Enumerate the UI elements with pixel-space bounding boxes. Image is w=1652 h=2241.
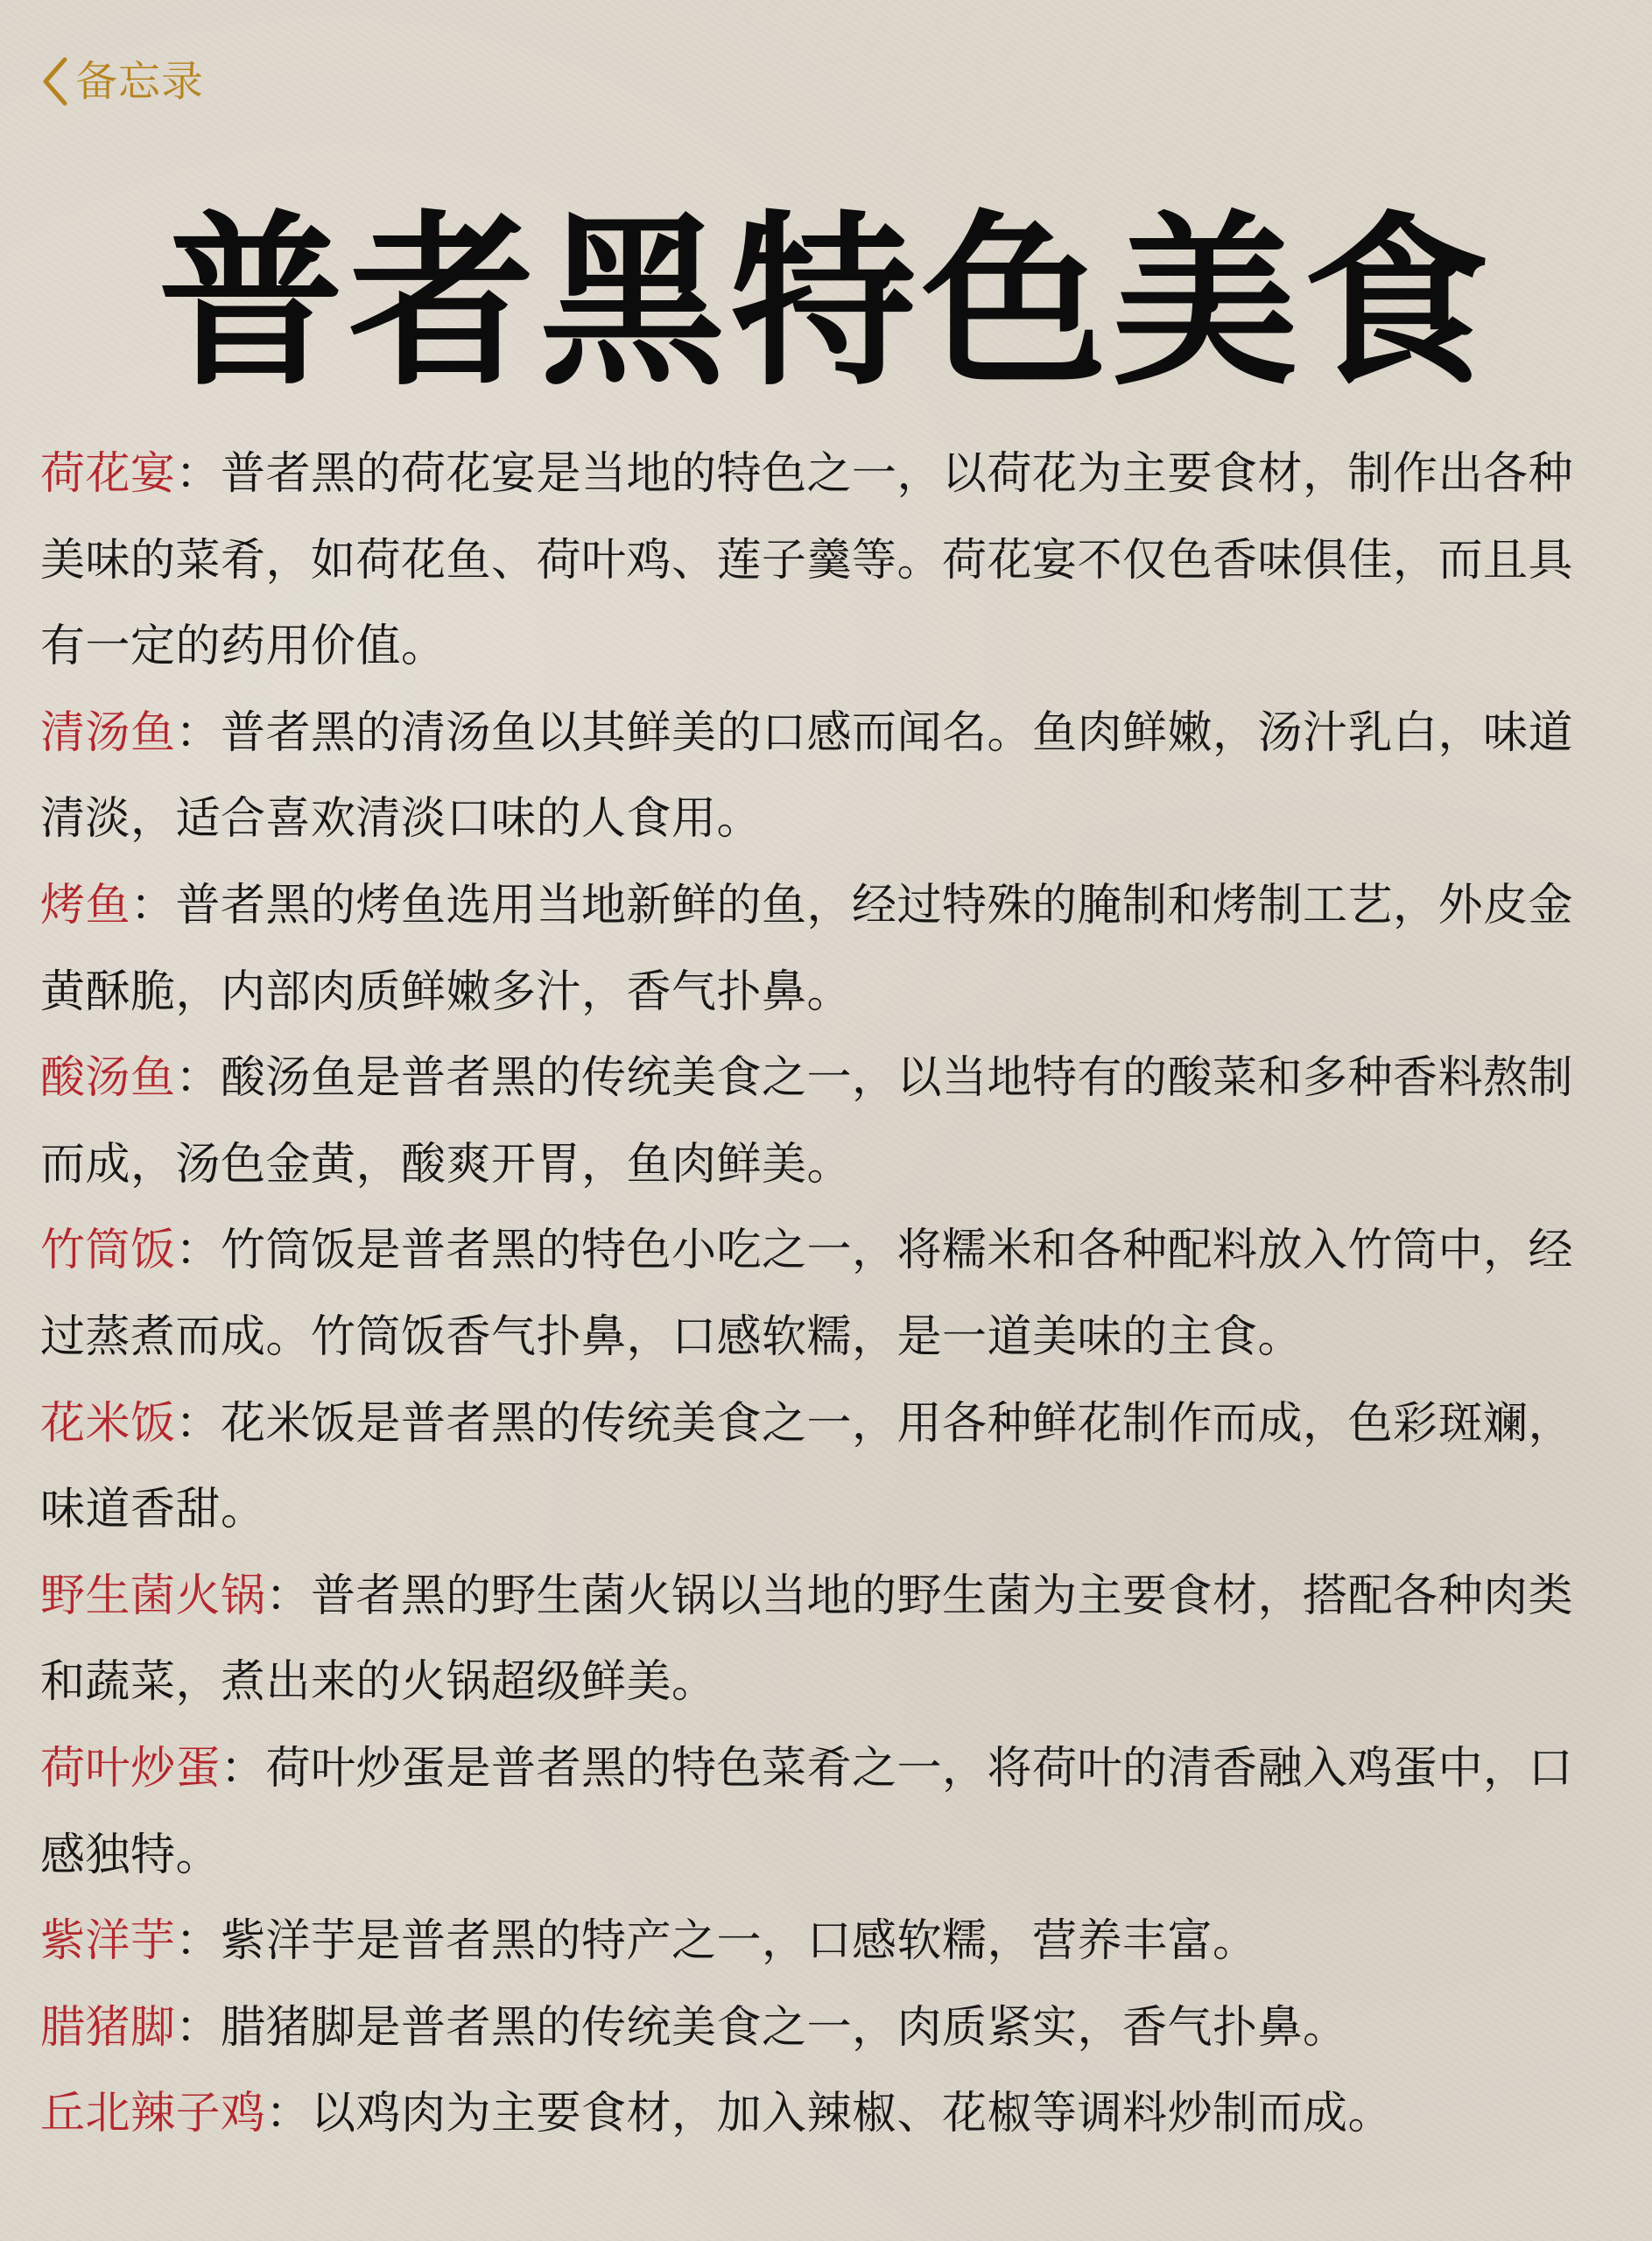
- food-item-text: ：普者黑的野生菌火锅以当地的野生菌为主要食材，搭配各种肉类和蔬菜，煮出来的火锅超级鲜美。: [40, 1570, 1574, 1709]
- food-item-name: 酸汤鱼: [40, 1052, 176, 1105]
- food-item-name: 清汤鱼: [40, 706, 176, 759]
- food-item-text: ：普者黑的荷花宴是当地的特色之一，以荷花为主要食材，制作出各种美味的菜肴，如荷花鱼、荷叶鸡、莲子羹等。荷花宴不仅色香味俱佳，而且具有一定的药用价值。: [40, 448, 1574, 673]
- food-item-text: ：紫洋芋是普者黑的特产之一，口感软糯，营养丰富。: [175, 1915, 1258, 1968]
- food-item: [40, 863, 1616, 1036]
- chevron-left-icon: [39, 54, 70, 109]
- food-item-text: ：普者黑的烤鱼选用当地新鲜的鱼，经过特殊的腌制和烤制工艺，外皮金黄酥脆，内部肉质鲜嫩多汁，香气扑鼻。: [40, 879, 1574, 1018]
- food-item: [40, 1899, 1616, 1985]
- food-item-text: ：以鸡肉为主要食材，加入辣椒、花椒等调料炒制而成。: [265, 2088, 1394, 2140]
- food-item-text: ：花米饭是普者黑的传统美食之一，用各种鲜花制作而成，色彩斑斓，味道香甜。: [40, 1397, 1574, 1536]
- food-list: [40, 432, 1616, 2158]
- food-item-text: ：荷叶炒蛋是普者黑的特色菜肴之一，将荷叶的清香融入鸡蛋中，口感独特。: [40, 1742, 1574, 1881]
- food-item-name: 丘北辣子鸡: [40, 2088, 266, 2140]
- food-item: [40, 1036, 1616, 1208]
- back-button[interactable]: [39, 51, 204, 112]
- food-item: [40, 1985, 1616, 2072]
- food-item: [40, 1726, 1616, 1899]
- food-item: [40, 691, 1616, 863]
- food-item: [40, 2071, 1616, 2158]
- food-item: [40, 1208, 1616, 1380]
- food-item-name: 紫洋芋: [40, 1915, 176, 1968]
- food-item-text: ：竹筒饭是普者黑的特色小吃之一，将糯米和各种配料放入竹筒中，经过蒸煮而成。竹筒饭香气扑鼻，口感软糯，是一道美味的主食。: [40, 1225, 1574, 1363]
- back-label: 备忘录: [75, 57, 205, 106]
- food-item-text: ：腊猪脚是普者黑的传统美食之一，肉质紧实，香气扑鼻。: [175, 2001, 1348, 2054]
- food-item-text: ：普者黑的清汤鱼以其鲜美的口感而闻名。鱼肉鲜嫩，汤汁乳白，味道清淡，适合喜欢清淡口味的人食用。: [40, 706, 1574, 846]
- food-item: [40, 1381, 1616, 1554]
- food-item-name: 荷花宴: [40, 448, 176, 500]
- food-item-name: 野生菌火锅: [40, 1570, 266, 1622]
- food-item-name: 竹筒饭: [40, 1225, 176, 1277]
- food-item-name: 腊猪脚: [40, 2001, 176, 2054]
- food-item-name: 烤鱼: [40, 879, 131, 931]
- food-item-text: ：酸汤鱼是普者黑的传统美食之一，以当地特有的酸菜和多种香料熬制而成，汤色金黄，酸爽开胃，鱼肉鲜美。: [40, 1052, 1574, 1191]
- page-title: 普者黑特色美食: [158, 194, 1494, 411]
- food-item: [40, 1554, 1616, 1726]
- food-item-name: 荷叶炒蛋: [40, 1742, 221, 1795]
- food-item-name: 花米饭: [40, 1397, 176, 1450]
- food-item: [40, 432, 1616, 691]
